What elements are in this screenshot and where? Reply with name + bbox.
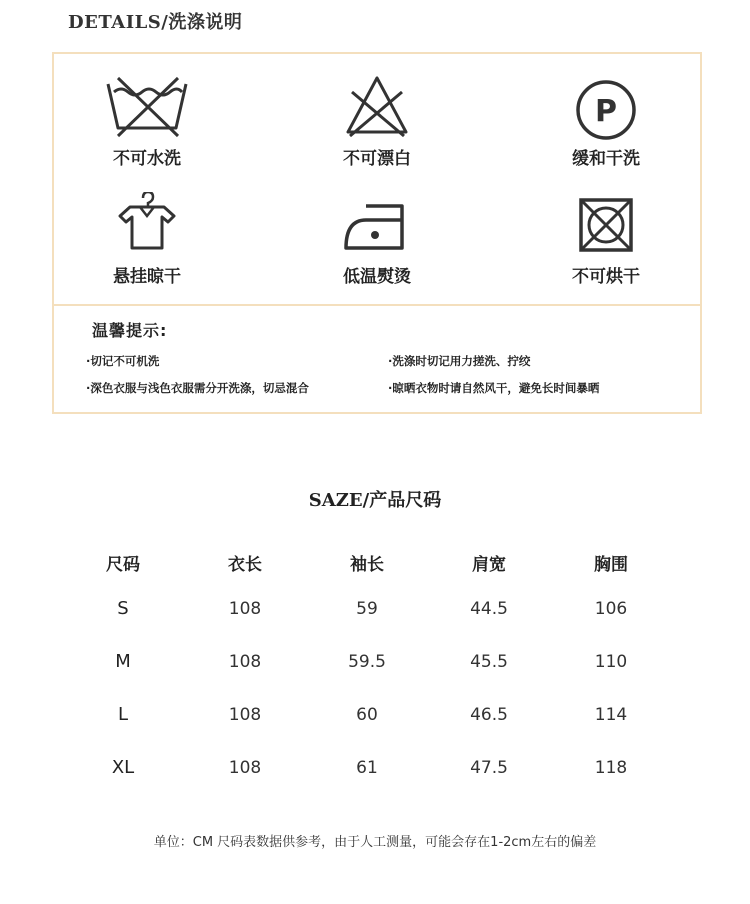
care-label: 悬挂晾干 — [113, 267, 181, 287]
hang-dry-icon — [102, 192, 192, 258]
column-header: 肩宽 — [472, 554, 506, 575]
table-cell: 118 — [594, 757, 628, 778]
table-header-row — [62, 542, 672, 582]
size-chart-title: SAZE/产品尺码 — [308, 490, 442, 511]
table-cell: 108 — [228, 757, 262, 778]
tip-item: ·晾晒衣物时请自然风干，避免长时间暴晒 — [388, 381, 600, 395]
care-label: 低温熨烫 — [343, 267, 411, 287]
no-tumble-dry-icon — [561, 192, 651, 258]
column-header: 衣长 — [228, 554, 262, 575]
size-cell: XL — [111, 757, 135, 778]
panel-divider — [54, 304, 700, 306]
table-cell: 59.5 — [348, 651, 386, 672]
care-instructions-panel — [52, 52, 702, 414]
table-row — [62, 635, 672, 688]
table-cell: 108 — [228, 704, 262, 725]
care-item-no-tumble-dry — [526, 192, 686, 287]
care-item-hang-dry — [67, 192, 227, 287]
tip-item: ·切记不可机洗 — [86, 354, 160, 368]
size-cell: L — [117, 704, 129, 725]
table-cell: 45.5 — [470, 651, 508, 672]
tip-item: ·深色衣服与浅色衣服需分开洗涤，切忌混合 — [86, 381, 309, 395]
care-item-no-bleach — [297, 74, 457, 169]
table-cell: 106 — [594, 598, 628, 619]
table-row — [62, 741, 672, 794]
no-bleach-icon — [332, 74, 422, 140]
care-label: 不可烘干 — [572, 267, 640, 287]
care-icon-grid — [54, 54, 700, 304]
gentle-dry-clean-icon — [561, 74, 651, 140]
table-cell: 114 — [594, 704, 628, 725]
column-header: 胸围 — [594, 554, 628, 575]
column-header: 袖长 — [350, 554, 384, 575]
care-item-low-iron — [297, 192, 457, 287]
table-row — [62, 582, 672, 635]
column-header: 尺码 — [106, 554, 140, 575]
table-cell: 110 — [594, 651, 628, 672]
page-title: DETAILS/洗涤说明 — [68, 12, 243, 33]
table-cell: 47.5 — [470, 757, 508, 778]
table-row — [62, 688, 672, 741]
size-cell: S — [117, 598, 129, 619]
size-cell: M — [115, 651, 131, 672]
table-cell: 46.5 — [470, 704, 508, 725]
care-item-no-wash — [67, 74, 227, 169]
table-cell: 60 — [356, 704, 378, 725]
size-chart-note: 单位：CM 尺码表数据供参考，由于人工测量，可能会存在1-2cm左右的偏差 — [153, 835, 597, 850]
table-cell: 59 — [356, 598, 378, 619]
table-cell: 108 — [228, 651, 262, 672]
tips-title: 温馨提示: — [92, 321, 168, 340]
care-label: 不可漂白 — [343, 149, 411, 169]
care-item-gentle-dry-clean — [526, 74, 686, 169]
tip-item: ·洗涤时切记用力搓洗、拧绞 — [388, 354, 531, 368]
size-chart-table — [62, 542, 672, 794]
table-cell: 108 — [228, 598, 262, 619]
dry-clean-glyph: P — [595, 94, 617, 129]
low-iron-icon — [332, 192, 422, 258]
care-label: 缓和干洗 — [572, 149, 640, 169]
care-label: 不可水洗 — [113, 149, 181, 169]
table-cell: 44.5 — [470, 598, 508, 619]
no-wash-icon — [102, 74, 192, 140]
table-cell: 61 — [356, 757, 378, 778]
